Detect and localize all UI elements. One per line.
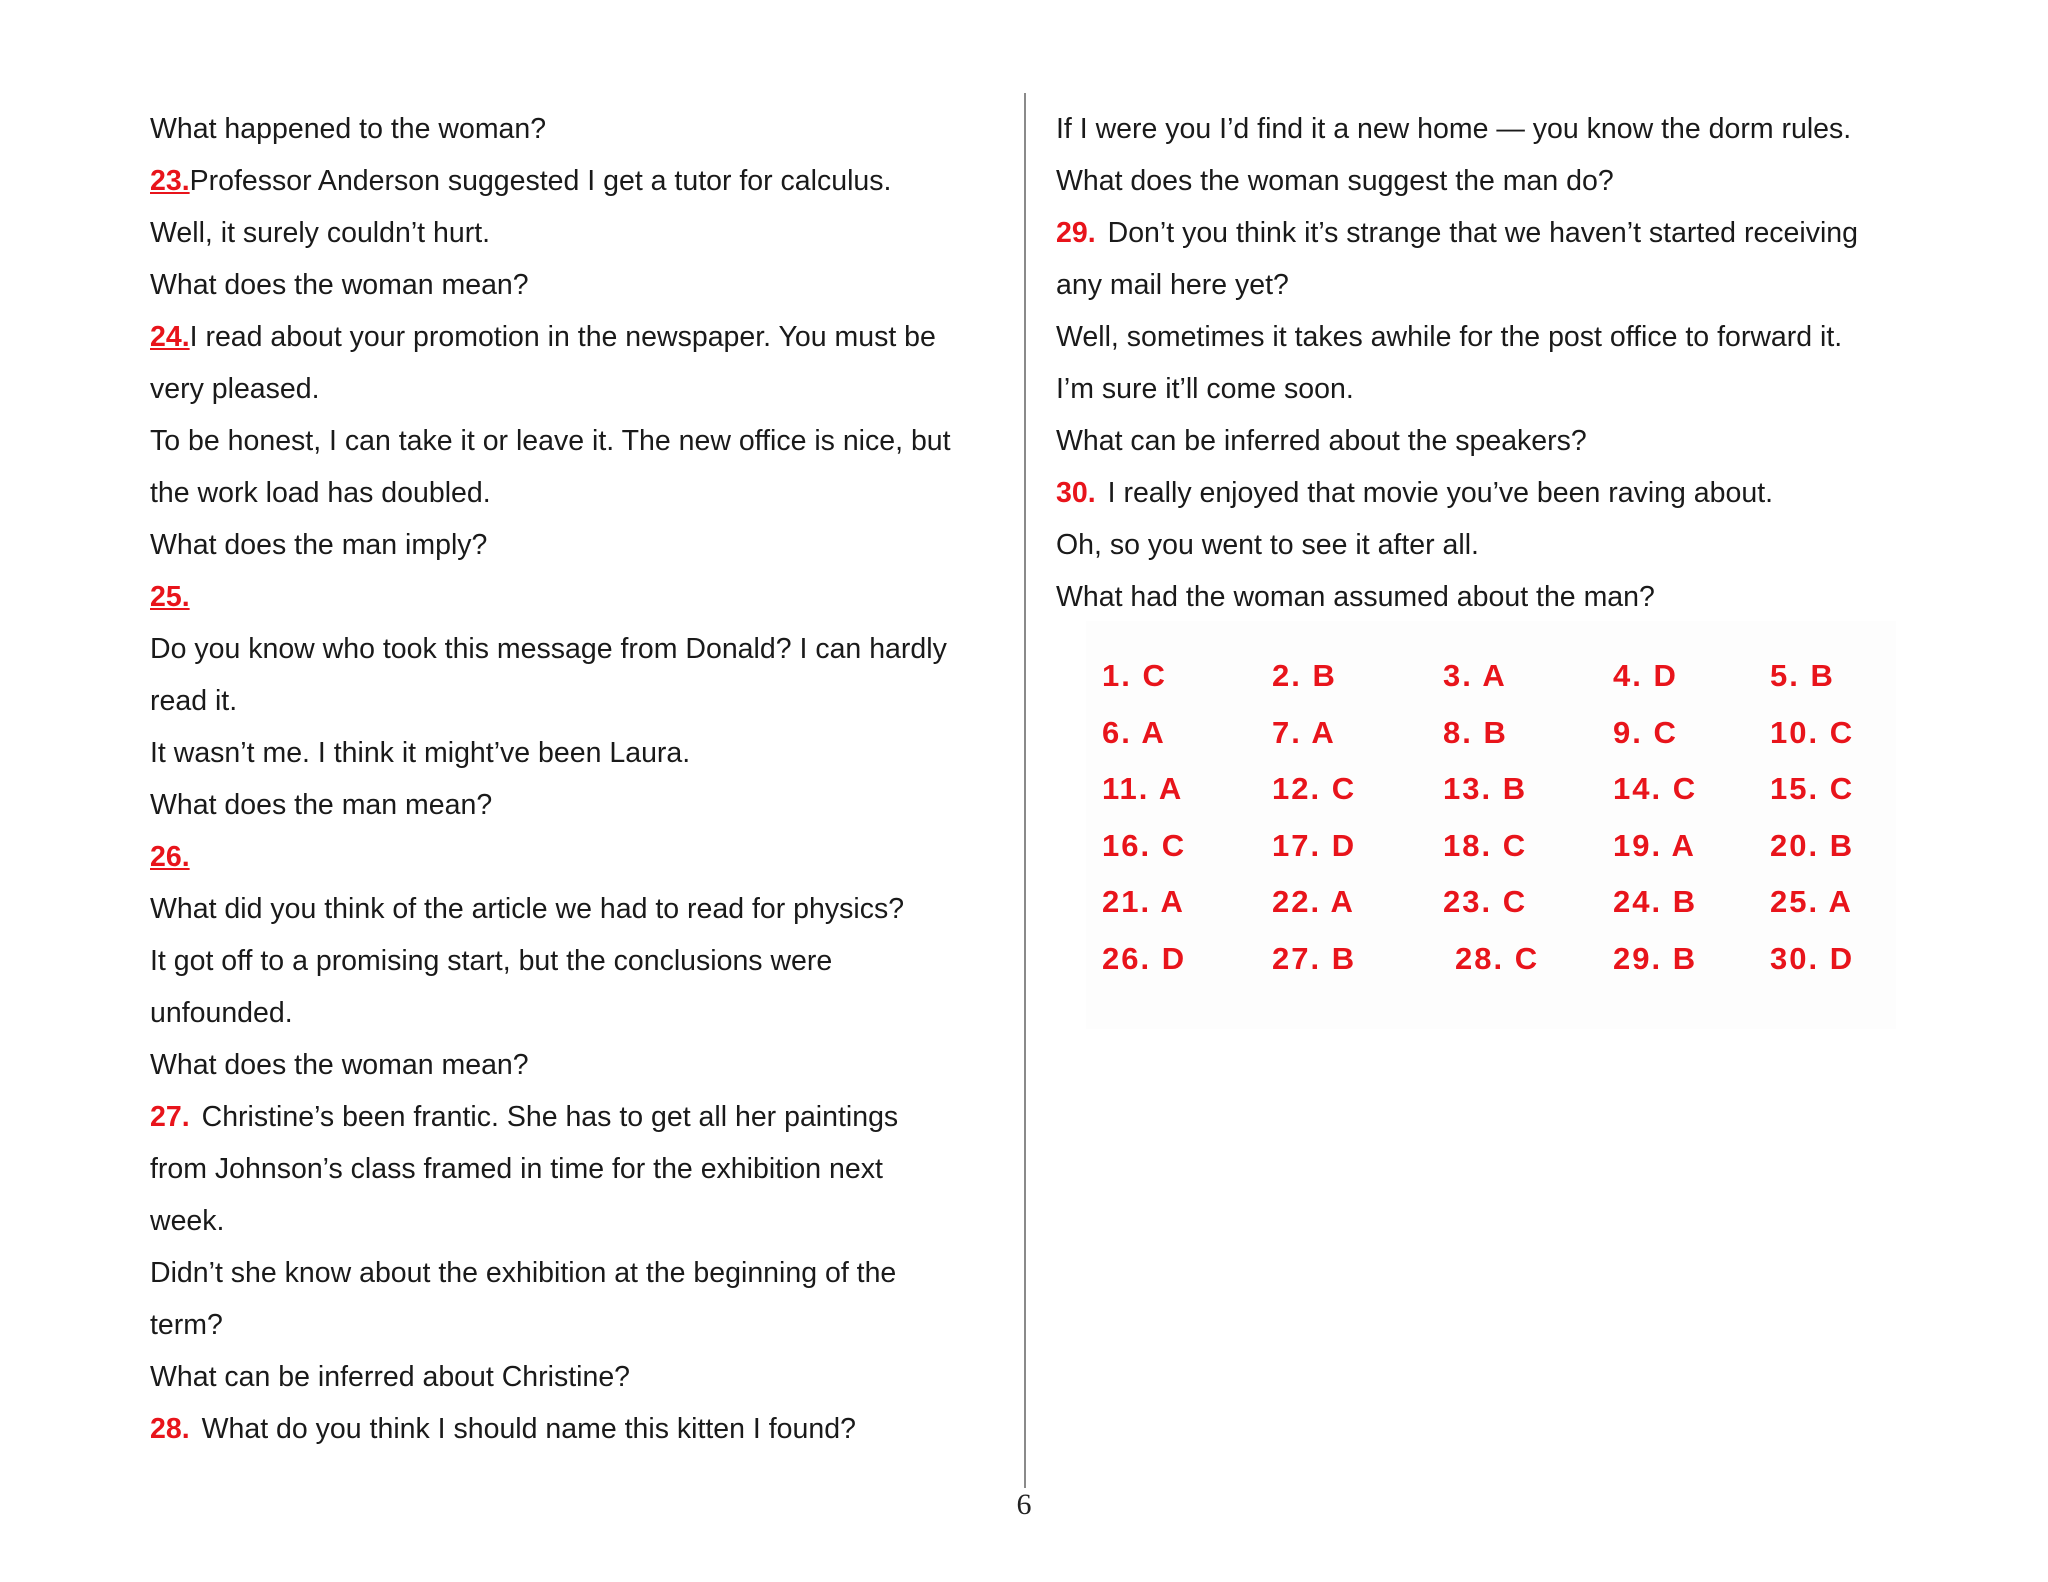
transcript-text: I read about your promotion in the newspaper. You must be (189, 321, 936, 353)
transcript-text: Christine’s been frantic. She has to get all her paintings (201, 1101, 899, 1133)
answer-key-item: 14. C (1613, 771, 1698, 806)
answer-key-item: 16. C (1102, 827, 1187, 863)
transcript-text: Don’t you think it’s strange that we haven’t started receiving (1107, 217, 1859, 249)
transcript-text: Didn’t she know about the exhibition at the beginning of the (150, 1257, 897, 1289)
question-number: 30. (1056, 477, 1096, 509)
answer-key-item: 22. A (1272, 884, 1355, 919)
transcript-text: What does the woman mean? (150, 269, 529, 301)
transcript-line (150, 571, 1010, 623)
answer-key-item: 4. D (1613, 658, 1678, 693)
transcript-text: What does the man mean? (150, 789, 493, 821)
transcript-line (1056, 519, 1936, 571)
transcript-line (150, 1403, 1010, 1455)
question-number: 23. (150, 165, 190, 197)
answer-key-item: 9. C (1613, 714, 1678, 750)
answer-key-item: 18. C (1443, 827, 1528, 863)
transcript-text: I really enjoyed that movie you’ve been raving about. (1107, 477, 1774, 509)
transcript-line (150, 259, 1010, 311)
answer-key-item: 30. D (1770, 940, 1855, 976)
transcript-line (150, 467, 1010, 519)
answer-key-item: 6. A (1102, 714, 1166, 750)
transcript-text: What does the man imply? (150, 529, 488, 561)
answer-key-item: 2. B (1272, 658, 1337, 693)
transcript-line (150, 363, 1010, 415)
transcript-text: the work load has doubled. (150, 477, 491, 509)
transcript-text: Well, sometimes it takes awhile for the post office to forward it. (1056, 321, 1843, 353)
transcript-line (1056, 363, 1936, 415)
transcript-line (150, 1195, 1010, 1247)
transcript-line (1056, 311, 1936, 363)
transcript-line (150, 1247, 1010, 1299)
answer-key-item: 17. D (1272, 827, 1357, 863)
transcript-line (150, 727, 1010, 779)
transcript-text: unfounded. (150, 997, 293, 1029)
transcript-text: What did you think of the article we had to read for physics? (150, 893, 905, 925)
answer-key-grid (1086, 621, 1896, 1029)
transcript-line (150, 883, 1010, 935)
answer-key-item: 5. B (1770, 658, 1835, 693)
answer-key-item: 21. A (1102, 884, 1185, 919)
answer-key-item: 28. C (1455, 940, 1540, 976)
transcript-text: What do you think I should name this kitten I found? (201, 1413, 856, 1445)
answer-key-item: 15. C (1770, 771, 1855, 806)
transcript-line (1056, 467, 1936, 519)
transcript-text: To be honest, I can take it or leave it. The new office is nice, but (150, 425, 951, 457)
transcript-line (150, 207, 1010, 259)
question-number: 25. (150, 581, 190, 613)
transcript-line (150, 155, 1010, 207)
answer-key-item: 29. B (1613, 940, 1698, 976)
transcript-text: What does the woman mean? (150, 1049, 529, 1081)
transcript-text: It got off to a promising start, but the conclusions were (150, 945, 833, 977)
answer-key-item: 27. B (1272, 940, 1357, 976)
transcript-line (150, 675, 1010, 727)
answer-key-item: 11. A (1102, 771, 1184, 806)
answer-key-item: 12. C (1272, 771, 1357, 806)
transcript-text: from Johnson’s class framed in time for the exhibition next (150, 1153, 883, 1185)
transcript-line (150, 311, 1010, 363)
transcript-line (150, 831, 1010, 883)
transcript-text: What had the woman assumed about the man? (1056, 581, 1655, 613)
transcript-text: Professor Anderson suggested I get a tutor for calculus. (189, 165, 892, 197)
transcript-line (150, 1091, 1010, 1143)
page-number: 6 (1016, 1488, 1032, 1521)
answer-key-item: 13. B (1443, 771, 1528, 806)
transcript-line (150, 779, 1010, 831)
transcript-line (1056, 155, 1936, 207)
question-number: 27. (150, 1101, 190, 1133)
transcript-text: week. (150, 1205, 225, 1237)
answer-key-item: 25. A (1770, 884, 1853, 919)
answer-key-item: 7. A (1272, 714, 1336, 750)
question-number: 24. (150, 321, 190, 353)
transcript-line (150, 1351, 1010, 1403)
transcript-text: I’m sure it’ll come soon. (1056, 373, 1354, 405)
transcript-line (150, 935, 1010, 987)
question-number: 29. (1056, 217, 1096, 249)
transcript-text: any mail here yet? (1056, 269, 1289, 301)
left-column (150, 103, 1010, 1455)
transcript-text: It wasn’t me. I think it might’ve been Laura. (150, 737, 691, 769)
transcript-line (150, 415, 1010, 467)
transcript-text: What can be inferred about the speakers? (1056, 425, 1587, 457)
transcript-text: Oh, so you went to see it after all. (1056, 529, 1479, 561)
transcript-text: Well, it surely couldn’t hurt. (150, 217, 491, 249)
transcript-line (1056, 103, 1936, 155)
answer-key-item: 8. B (1443, 714, 1508, 750)
answer-key-item: 1. C (1102, 658, 1167, 693)
transcript-line (1056, 571, 1936, 623)
answer-key-item: 19. A (1613, 827, 1696, 863)
question-number: 26. (150, 841, 190, 873)
transcript-line (1056, 415, 1936, 467)
transcript-line (1056, 259, 1936, 311)
answer-key-item: 20. B (1770, 827, 1855, 863)
answer-key-item: 3. A (1443, 658, 1507, 693)
transcript-line (150, 1143, 1010, 1195)
transcript-text: very pleased. (150, 373, 320, 405)
transcript-text: What does the woman suggest the man do? (1056, 165, 1614, 197)
transcript-text: What happened to the woman? (150, 113, 547, 145)
transcript-line (150, 1299, 1010, 1351)
transcript-line (1056, 207, 1936, 259)
column-divider (1024, 93, 1026, 1488)
transcript-text: term? (150, 1309, 223, 1341)
answer-key-item: 10. C (1770, 714, 1855, 750)
transcript-line (150, 1039, 1010, 1091)
transcript-line (150, 623, 1010, 675)
transcript-text: What can be inferred about Christine? (150, 1361, 631, 1393)
right-column (1056, 103, 1936, 623)
answer-key-item: 23. C (1443, 884, 1528, 919)
transcript-text: Do you know who took this message from Donald? I can hardly (150, 633, 947, 665)
transcript-text: If I were you I’d find it a new home — you know the dorm rules. (1056, 113, 1852, 145)
question-number: 28. (150, 1413, 190, 1445)
answer-key-item: 26. D (1102, 940, 1187, 976)
transcript-line (150, 987, 1010, 1039)
transcript-line (150, 103, 1010, 155)
answer-key-item: 24. B (1613, 884, 1698, 919)
transcript-line (150, 519, 1010, 571)
transcript-text: read it. (150, 685, 238, 717)
